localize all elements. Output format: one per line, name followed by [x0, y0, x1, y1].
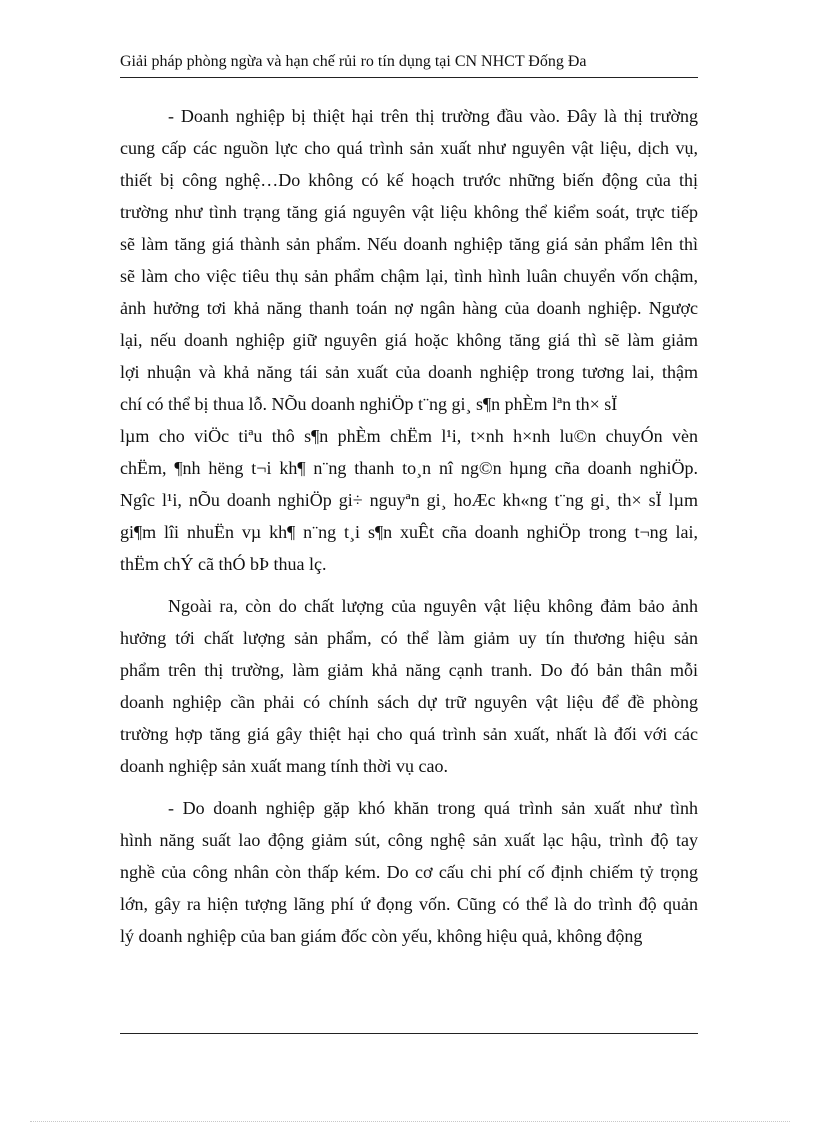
paragraph-input-market-damage	[120, 100, 698, 580]
text-line: hình năng suất lao động giảm sút, công nghệ sản xuất lạc hậu, trình độ tay	[120, 830, 698, 850]
text-line: sẽ làm tăng giá thành sản phẩm. Nếu doanh nghiệp tăng giá sản phẩm lên thì	[120, 234, 698, 254]
text-line: doanh nghiệp cần phải có chính sách dự trữ nguyên vật liệu để đề phòng	[120, 692, 698, 712]
header-divider	[120, 77, 698, 78]
text-line: sẽ làm cho việc tiêu thụ sản phẩm chậm lại, tình hình luân chuyển vốn chậm,	[120, 266, 698, 286]
garbled-text-line: gi¶m lîi nhuËn vµ kh¶ n¨ng t¸i s¶n xuÊt cña doanh nghiÖp trong t¬ng lai,	[120, 522, 698, 542]
document-body	[120, 100, 698, 952]
paragraph-production-difficulty	[120, 792, 698, 952]
text-line: Ngoài ra, còn do chất lượng của nguyên vật liệu không đảm bảo ảnh	[168, 596, 698, 616]
text-line: chí có thể bị thua lỗ. NÕu doanh nghiÖp t¨ng gi¸ s¶n phÈm lªn th× sÏ	[120, 394, 618, 414]
text-line: lợi nhuận và khả năng tái sản xuất của doanh nghiệp trong tương lai, thậm	[120, 362, 698, 382]
text-line: trường như tình trạng tăng giá nguyên vật liệu không thể kiểm soát, trực tiếp	[120, 202, 698, 222]
text-line: cung cấp các nguồn lực cho quá trình sản xuất như nguyên vật liệu, dịch vụ,	[120, 138, 698, 158]
text-line: ảnh hưởng tơi khả năng thanh toán nợ ngân hàng của doanh nghiệp. Ngược	[120, 298, 698, 318]
paragraph-material-quality	[120, 590, 698, 782]
garbled-text-line: chËm, ¶nh hëng t¬i kh¶ n¨ng thanh to¸n nî ng©n hµng cña doanh nghiÖp.	[120, 458, 698, 478]
text-line: trường hợp tăng giá gây thiệt hại cho quá trình sản xuất, nhất là đối với các	[120, 724, 698, 744]
text-line: lại, nếu doanh nghiệp giữ nguyên giá hoặc không tăng giá thì sẽ làm giảm	[120, 330, 698, 350]
garbled-text-line: Ngîc l¹i, nÕu doanh nghiÖp gi÷ nguyªn gi¸ hoÆc kh«ng t¨ng gi¸ th× sÏ lµm	[120, 490, 698, 510]
text-line: phẩm trên thị trường, làm giảm khả năng cạnh tranh. Do đó bản thân mỗi	[120, 660, 698, 680]
page-edge-dotted-line	[30, 1121, 790, 1122]
text-line: hưởng tới chất lượng sản phẩm, có thể làm giảm uy tín thương hiệu sản	[120, 628, 698, 648]
page-header-title: Giải pháp phòng ngừa và hạn chế rủi ro tín dụng tại CN NHCT Đống Đa	[120, 53, 587, 70]
text-line: lớn, gây ra hiện tượng lãng phí ứ đọng vốn. Cũng có thể là do trình độ quản	[120, 894, 698, 914]
text-line: - Doanh nghiệp bị thiệt hại trên thị trường đầu vào. Đây là thị trường	[168, 106, 698, 126]
text-line: - Do doanh nghiệp gặp khó khăn trong quá trình sản xuất như tình	[168, 798, 698, 818]
text-line: thiết bị công nghệ…Do không có kế hoạch trước những biến động của thị	[120, 170, 698, 190]
text-line: nghề của công nhân còn thấp kém. Do cơ cấu chi phí cố định chiếm tỷ trọng	[120, 862, 698, 882]
garbled-text-line: lµm cho viÖc tiªu thô s¶n phÈm chËm l¹i, t×nh h×nh lu©n chuyÓn vèn	[120, 426, 698, 446]
garbled-text-line: thËm chÝ cã thÓ bÞ thua lç.	[120, 554, 327, 574]
text-line: lý doanh nghiệp của ban giám đốc còn yếu, không hiệu quả, không động	[120, 926, 643, 946]
text-line: doanh nghiệp sản xuất mang tính thời vụ cao.	[120, 756, 448, 776]
footer-divider	[120, 1033, 698, 1034]
